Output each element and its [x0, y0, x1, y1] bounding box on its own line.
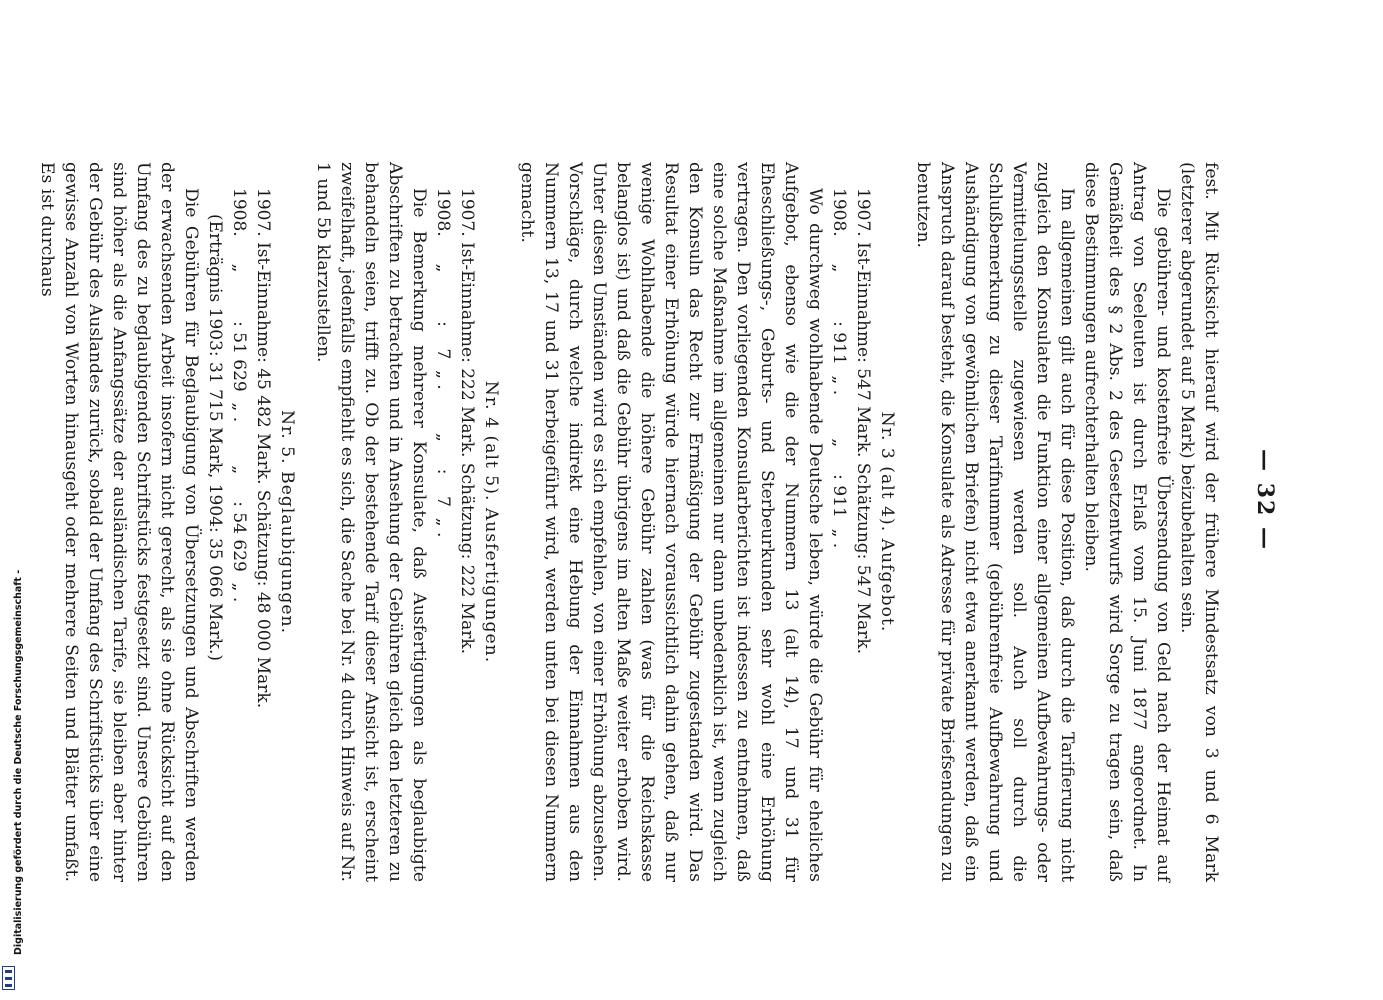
revenue-row: 1908. „ : 911 „ . „ : 911 „ .: [829, 188, 849, 549]
revenue-row: 1907. Ist-Einnahme: 222 Mark. Schätzung: 222 Mark.: [457, 188, 477, 655]
page-number: — 32 —: [1252, 449, 1278, 551]
paragraph: Im allgemeinen gilt auch für diese Position, daß durch die Tarifierung nicht zugleich den Konsulaten die Funktion einer allgemeinen Aufbewahrungs- oder Vermittelungsstelle zugewiesen werden soll. Auch soll durch die Schlußbemerkung zu dieser Tarifnummer (gebührenfreie Aufbewahrung und Aushändigung von gewöhnlichen Briefen) nicht etwa anerkannt werden, daß ein Anspruch darauf besteht, die Konsulate als Adresse für private Briefsendungen zu benutzen.: [913, 162, 1077, 882]
digitization-note-text: Digitalisierung gefördert durch die Deutsche Forschungsgemeinschaft -: [13, 569, 24, 955]
paragraph: Die Gebühren für Beglaubigung von Übersetzungen und Abschriften werden der erwachsenden Arbeit insofern nicht gerecht, als sie ohne Rücksicht auf den Umfang des zu beglaubigenden Schriftstücks festgesetzt sind. Unsere Gebühren sind höher als die Anfangssätze der ausländischen Tarife, sie bleiben aber hinter der Gebühr des Auslandes zurück, sobald der Umfang des Schriftstücks über eine gewisse Anzahl von Worten hinausgeht oder mehrere Seiten und Blätter umfaßt. Es ist durchaus: [37, 162, 201, 882]
revenue-row: 1908. „ : 51 629 „ . „ : 54 629 „ .: [229, 188, 249, 603]
section-heading: Nr. 3 (alt 4). Aufgebot.: [877, 411, 897, 633]
paragraph: fest. Mit Rücksicht hierauf wird der frühere Mindestsatz von 3 und 6 Mark (letzterer abgerundet auf 5 Mark) beizubehalten sein.: [1177, 162, 1221, 882]
revenue-row: 1907. Ist-Einnahme: 45 482 Mark. Schätzung: 48 000 Mark.: [253, 188, 273, 709]
dfg-logo-icon: [2, 966, 15, 990]
paragraph: Die Bemerkung mehrerer Konsulate, daß Ausfertigungen als beglaubigte Abschriften zu betrachten und in Ansehung der Gebühren gleich den letzteren zu behandeln seien, trifft zu. Ob der bestehende Tarif dieser Ansicht ist, erscheint zweifelhaft, jedenfalls empfiehlt es sich, die Sache bei Nr. 4 durch Hinweis auf Nr. 1 und 5b klarzustellen.: [313, 162, 429, 882]
section-spacer: [299, 162, 311, 882]
section-heading: Nr. 5. Beglaubigungen.: [277, 409, 297, 635]
paragraph: Die gebühren- und kostenfreie Übersendung von Geld nach der Heimat auf Antrag von Seeleuten ist durch Erlaß vom 15. Juni 1877 angeordnet. In Gemäßheit des § 2 Abs. 2 des Gesetzentwurfs wird Sorge zu tragen sein, daß diese Bestimmungen aufrechterhalten bleiben.: [1081, 162, 1173, 882]
revenue-row: 1907. Ist-Einnahme: 547 Mark. Schätzung: 547 Mark.: [853, 188, 873, 655]
page-body: [35, 162, 1223, 882]
section-heading: Nr. 4 (alt 5). Ausfertigungen.: [481, 380, 501, 664]
section-spacer: [503, 162, 515, 882]
paragraph: Wo durchweg wohlhabende Deutsche leben, würde die Gebühr für eheliches Aufgebot, ebenso wie die der Nummern 13 (alt 14), 17 und 31 für Eheschließungs-, Geburts- und Sterbeurkunden sehr wohl eine Erhöhung vertragen. Den vorliegenden Konsularberichten ist indessen zu entnehmen, daß eine solche Maßnahme im allgemeinen nur dann unbedenklich ist, wenn zugleich den Konsuln das Recht zur Ermäßigung der Gebühr zugestanden wird. Das Resultat einer Erhöhung würde hiernach voraussichtlich dahin gehen, daß nur wenige Wohlhabende die höhere Gebühr zahlen (was für die Reichskasse belanglos ist) und daß die Gebühr übrigens im alten Maße weiter erhoben wird. Unter diesen Umständen wird es sich empfehlen, von einer Erhöhung abzusehen. Vorschläge, durch welche indirekt eine Hebung der Einnahmen aus den Nummern 13, 17 und 31 herbeigeführt wird, werden unten bei diesen Nummern gemacht.: [517, 162, 825, 882]
digitization-note: [0, 0, 24, 1000]
section-spacer: [899, 162, 911, 882]
revenue-row: 1908. „ : 7 „ . „ : 7 „ .: [433, 188, 453, 538]
revenue-row: (Erträgnis 1903: 31 715 Mark, 1904: 35 066 Mark.): [205, 214, 225, 662]
